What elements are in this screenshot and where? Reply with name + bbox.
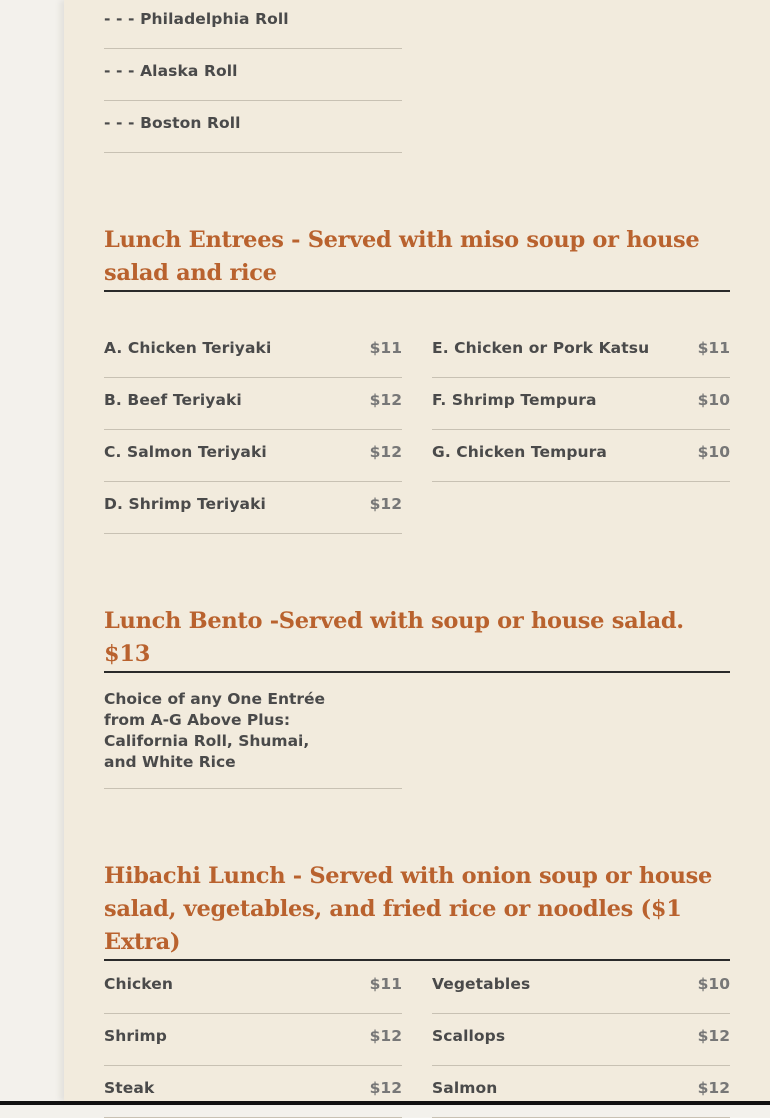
bento-description-item	[104, 689, 402, 789]
item-price: $11	[369, 339, 402, 357]
menu-item-alaska-roll	[104, 50, 402, 101]
item-name: A. Chicken Teriyaki	[104, 339, 272, 357]
menu-item-shrimp-tempura	[432, 379, 730, 430]
section-title-hibachi-lunch: Hibachi Lunch - Served with onion soup or house salad, vegetables, and fried rice or noodles ($1 Extra)	[104, 860, 730, 961]
item-name: Vegetables	[432, 975, 531, 993]
item-name: Shrimp	[104, 1027, 168, 1045]
item-name: Chicken	[104, 975, 174, 993]
menu-item-hibachi-shrimp	[104, 1015, 402, 1066]
menu-item-hibachi-chicken	[104, 963, 402, 1014]
item-price: $12	[697, 1027, 730, 1045]
item-price: $12	[369, 1027, 402, 1045]
item-price: $12	[369, 443, 402, 461]
item-name: B. Beef Teriyaki	[104, 391, 242, 409]
item-price: $11	[369, 975, 402, 993]
menu-item-philadelphia-roll	[104, 0, 402, 49]
section-title-lunch-entrees: Lunch Entrees - Served with miso soup or house salad and rice	[104, 224, 730, 292]
item-name: E. Chicken or Pork Katsu	[432, 339, 650, 357]
item-name: G. Chicken Tempura	[432, 443, 607, 461]
item-name: D. Shrimp Teriyaki	[104, 495, 266, 513]
item-price: $12	[369, 391, 402, 409]
menu-item-chicken-pork-katsu	[432, 327, 730, 378]
menu-item-beef-teriyaki	[104, 379, 402, 430]
item-name: Scallops	[432, 1027, 506, 1045]
menu-item-hibachi-salmon	[432, 1067, 730, 1118]
item-name: - - - Alaska Roll	[104, 62, 238, 80]
bottom-edge-bar	[0, 1101, 770, 1105]
item-name: - - - Boston Roll	[104, 114, 241, 132]
item-name: Steak	[104, 1079, 155, 1097]
item-price: $12	[369, 1079, 402, 1097]
section-title-lunch-bento: Lunch Bento -Served with soup or house salad. $13	[104, 605, 730, 673]
menu-item-hibachi-scallops	[432, 1015, 730, 1066]
item-price: $11	[697, 339, 730, 357]
menu-item-salmon-teriyaki	[104, 431, 402, 482]
menu-item-shrimp-teriyaki	[104, 483, 402, 534]
menu-item-hibachi-vegetables	[432, 963, 730, 1014]
item-price: $12	[369, 495, 402, 513]
item-price: $10	[697, 443, 730, 461]
item-name: C. Salmon Teriyaki	[104, 443, 267, 461]
menu-item-chicken-tempura	[432, 431, 730, 482]
bento-description: Choice of any One Entrée from A-G Above Plus: California Roll, Shumai, and White Rice	[104, 690, 326, 771]
menu-item-hibachi-steak	[104, 1067, 402, 1118]
item-price: $10	[697, 975, 730, 993]
menu-item-boston-roll	[104, 102, 402, 153]
menu-item-chicken-teriyaki	[104, 327, 402, 378]
item-name: F. Shrimp Tempura	[432, 391, 597, 409]
item-price: $10	[697, 391, 730, 409]
item-name: Salmon	[432, 1079, 498, 1097]
item-name: - - - Philadelphia Roll	[104, 10, 289, 28]
item-price: $12	[697, 1079, 730, 1097]
